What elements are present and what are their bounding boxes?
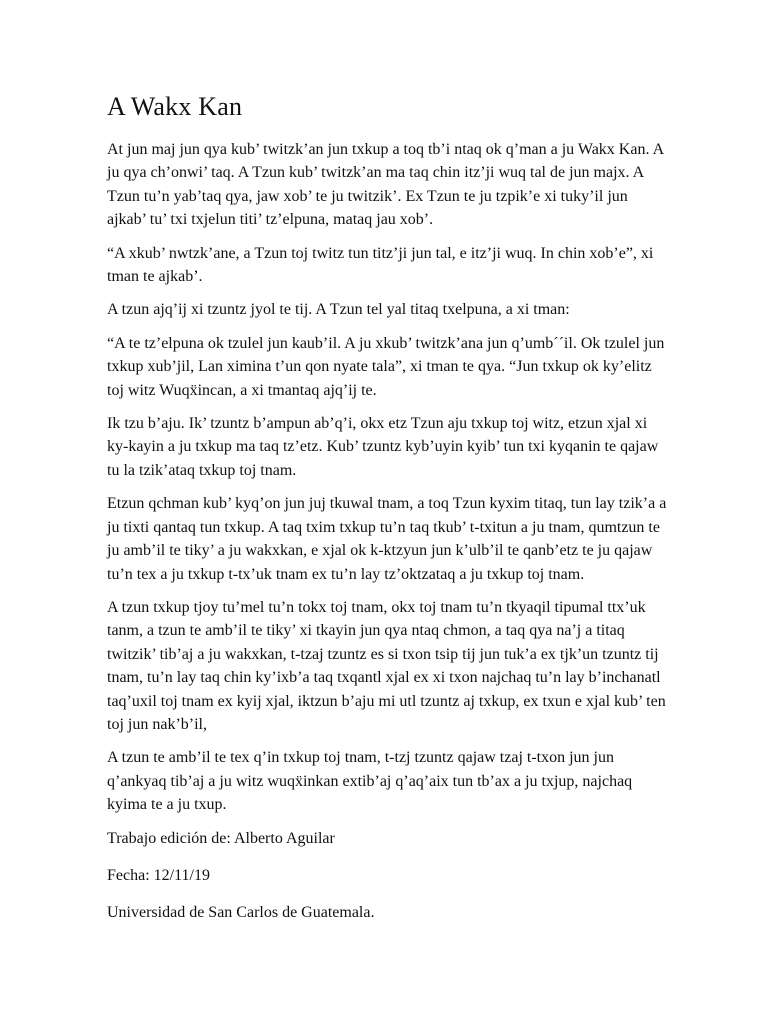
paragraph-2: “A xkub’ nwtzk’ane, a Tzun toj twitz tun titz’ji jun tal, e itz’ji wuq. In chin xob’e”, xi tman te ajkab’.: [107, 244, 654, 286]
institution-line: Universidad de San Carlos de Guatemala.: [107, 903, 375, 921]
date-line: Fecha: 12/11/19: [107, 866, 210, 884]
paragraph-7: A tzun txkup tjoy tu’mel tu’n tokx toj tnam, okx toj tnam tu’n tkyaqil tipumal ttx’uk tanm, a tzun te amb’il te tiky’ xi tkayin jun qya ntaq chmon, a taq qya na’j a titaq twitzik’ tib’aj a ju wakxkan, t-tzaj tzuntz es si txon tsip tij jun tuk’a ex tjk’un tzuntz tij tnam, tu’n lay taq chin ky’ixb’a taq txqantl xjal ex xi txon najchaq tu’n lay b’inchanatl taq’uxil toj tnam ex kyij xjal, iktzun b’aju mi utl tzuntz aj txkup, ex txun e xjal kub’ ten toj jun nak’b’il,: [107, 598, 666, 733]
paragraph-5: Ik tzu b’aju. Ik’ tzuntz b’ampun ab’q’i, okx etz Tzun aju txkup toj witz, etzun xjal xi ky-kayin a ju txkup ma taq tz’etz. Kub’ tzuntz kyb’uyin kyib’ tun txi kyqanin te qajaw tu la tzik’ataq txkup toj tnam.: [107, 415, 659, 479]
paragraph-4: “A te tz’elpuna ok tzulel jun kaub’il. A ju xkub’ twitzk’ana jun q’umb´´il. Ok tzulel jun txkup xub’jil, Lan ximina t’un qon nyate tala”, xi tman te qya. “Jun txkup ok ky’elitz toj witz Wuqẍincan, a xi tmantaq ajq’ij te.: [107, 334, 665, 399]
credit-line: Trabajo edición de: Alberto Aguilar: [107, 829, 335, 847]
paragraph-6: Etzun qchman kub’ kyq’on jun juj tkuwal tnam, a toq Tzun kyxim titaq, tun lay tzik’a a ju tixti qantaq tun txkup. A taq txim txkup tu’n taq tkub’ t-txitun a ju tnam, qumtzun te ju amb’il te tiky’ a ju wakxkan, e xjal ok k-ktzyun jun k’ulb’il te qanb’etz te ju qajaw tu’n tex a ju txkup t-tx’uk tnam ex tu’n lay tz’oktzataq a ju txkup toj tnam.: [107, 495, 667, 583]
paragraph-8: A tzun te amb’il te tex q’in txkup toj tnam, t-tzj tzuntz qajaw tzaj t-txon jun jun q’ankyaq tib’aj a ju witz wuqẍinkan extib’aj q’aq’aix tun tb’ax a ju txjup, najchaq kyima te a ju txup.: [107, 749, 633, 814]
document-title: A Wakx Kan: [107, 92, 243, 121]
paragraph-1: At jun maj jun qya kub’ twitzk’an jun txkup a toq tb’i ntaq ok q’man a ju Wakx Kan. A ju qya ch’onwi’ taq. A Tzun kub’ twitzk’an ma taq chin itz’ji wuq tal de jun majx. A Tzun tu’n yab’taq qya, jaw xob’ te ju twitzik’. Ex Tzun te ju tzpik’e xi tuky’il jun ajkab’ tu’ txi txjelun titi’ tz’elpuna, mataq jau xob’.: [107, 141, 664, 229]
paragraph-3: A tzun ajq’ij xi tzuntz jyol te tij. A Tzun tel yal titaq txelpuna, a xi tman:: [107, 301, 570, 319]
